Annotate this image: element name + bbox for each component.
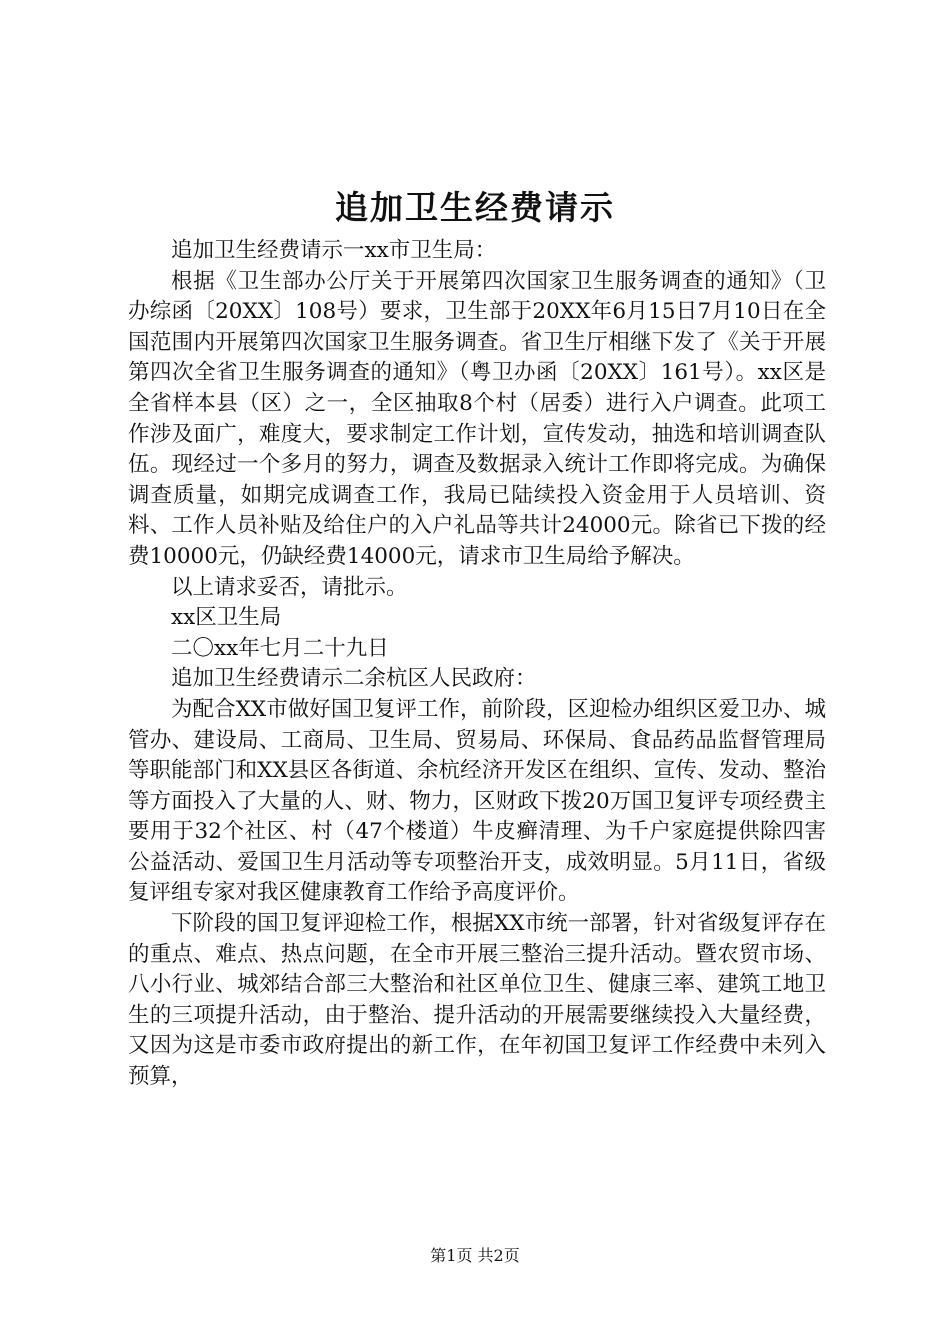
paragraph-signature-org: xx区卫生局 [171,605,282,631]
paragraph-salutation-1: 追加卫生经费请示一xx市卫生局： [171,238,497,263]
paragraph-body-3: 下阶段的国卫复评迎检工作，根据XX市统一部署，针对省级复评存在的重点、难点、热点问题，在全市开展三整治三提升活动。暨农贸市场、八小行业、城郊结合部三大整治和社区单位卫生、健康三率、建筑工地卫生的三项提升活动，由于整治、提升活动的开展需要继续投入大量经费，又因为这是市委市政府提出的新工作，在年初国卫复评工作经费中未列入预算， [128,911,826,1090]
paragraph-closing-request: 以上请求妥否，请批示。 [171,574,408,600]
paragraph-signature-date: 二〇xx年七月二十九日 [171,635,389,661]
paragraph-body-2: 为配合XX市做好国卫复评工作，前阶段，区迎检办组织区爱卫办、城管办、建设局、工商局、卫生局、贸易局、环保局、食品药品监督管理局等职能部门和XX县区各街道、余杭经济开发区在组织、宣传、发动、整治等方面投入了大量的人、财、物力，区财政下拨20万国卫复评专项经费主要用于32个社区、村（47个楼道）牛皮癣清理、为千户家庭提供除四害公益活动、爱国卫生月活动等专项整治开支，成效明显。5月11日，省级复评组专家对我区健康教育工作给予高度评价。 [128,696,826,906]
paragraph-body-1: 根据《卫生部办公厅关于开展第四次国家卫生服务调查的通知》（卫办综函〔20XX〕108号）要求，卫生部于20XX年6月15日7月10日在全国范围内开展第四次国家卫生服务调查。省卫生厅相继下发了《关于开展第四次全省卫生服务调查的通知》（粤卫办函〔20XX〕161号）。xx区是全省样本县（区）之一，全区抽取8个村（居委）进行入户调查。此项工作涉及面广，难度大，要求制定工作计划，宣传发动，抽选和培训调查队伍。现经过一个多月的努力，调查及数据录入统计工作即将完成。为确保调查质量，如期完成调查工作，我局已陆续投入资金用于人员培训、资料、工作人员补贴及给住户的入户礼品等共计24000元。除省已下拨的经费10000元，仍缺经费14000元，请求市卫生局给予解决。 [128,268,826,569]
page-number-footer: 第1页 共2页 [430,1246,520,1265]
document-body [128,236,826,1093]
document-title: 追加卫生经费请示 [335,188,615,227]
paragraph-salutation-2: 追加卫生经费请示二余杭区人民政府： [171,666,537,692]
